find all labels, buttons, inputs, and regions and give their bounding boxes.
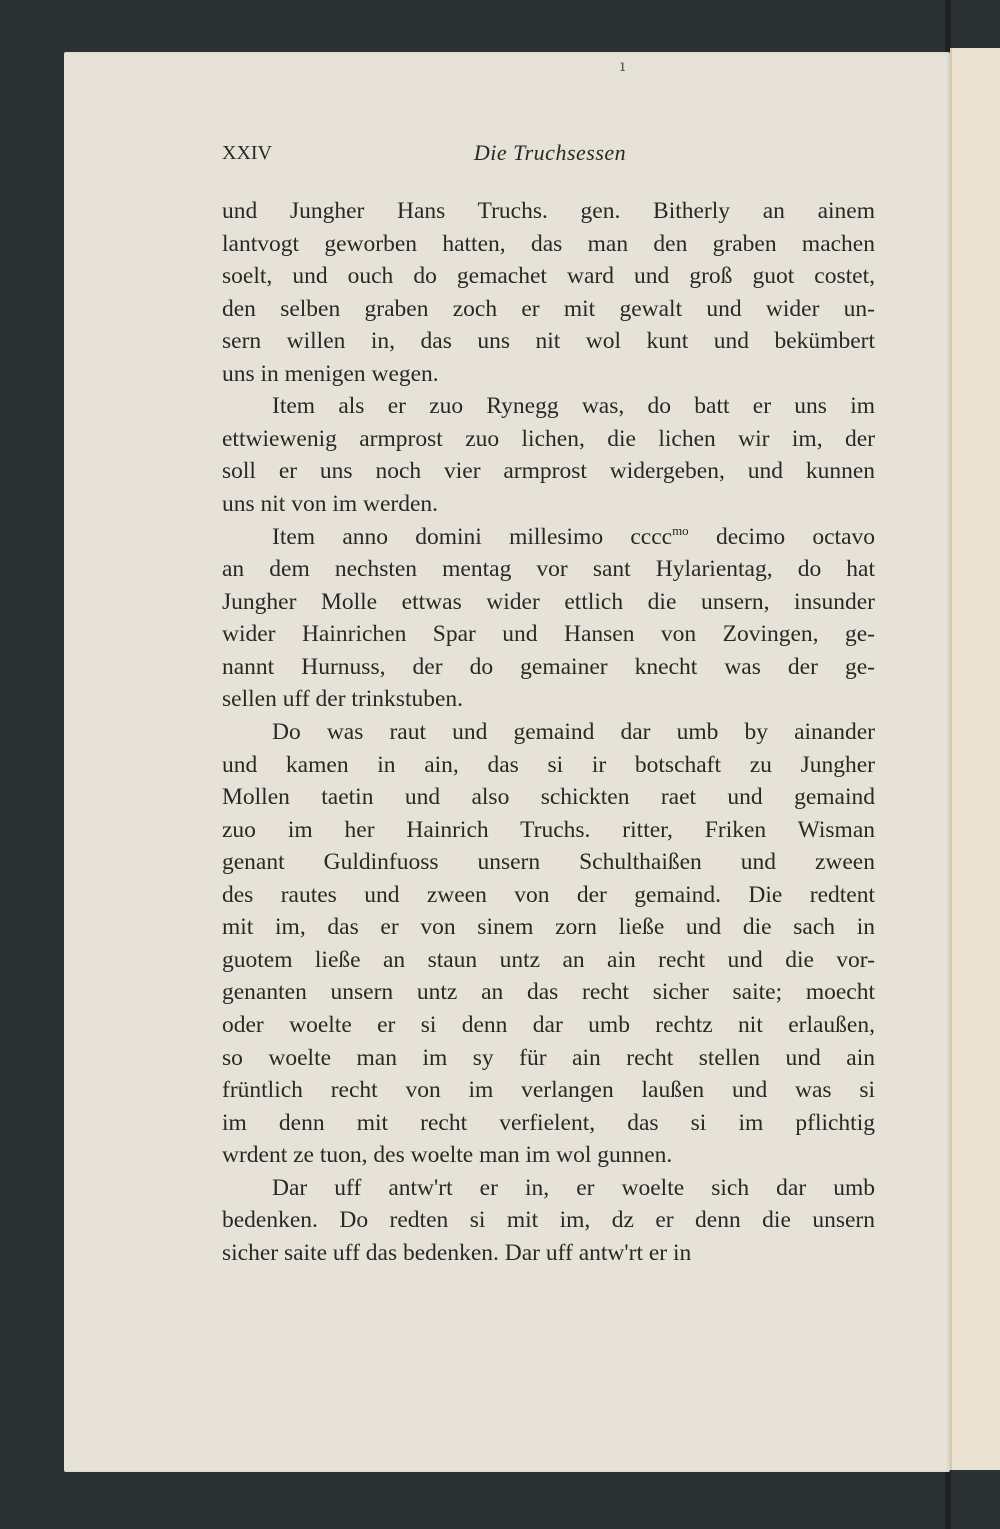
text-line: Do was raut und gemaind dar umb by ainander (272, 718, 875, 745)
text-line (272, 522, 875, 552)
text-line: lantvogt geworben hatten, das man den graben machen (222, 230, 875, 257)
text-line: genant Guldinfuoss unsern Schulthaißen und zween (222, 849, 875, 876)
text-line: mit im, das er von sinem zorn ließe und die sach in (222, 914, 875, 941)
text-line: wrdent ze tuon, des woelte man im wol gunnen. (222, 1142, 673, 1169)
text-line: Item als er zuo Rynegg was, do batt er uns im (272, 393, 875, 420)
text-line: den selben graben zoch er mit gewalt und wider un- (222, 295, 875, 322)
text-line: im denn mit recht verfielent, das si im pflichtig (222, 1109, 875, 1136)
page-number: XXIV (222, 142, 272, 164)
text-line: soll er uns noch vier armprost widergeben, und kunnen (222, 458, 875, 485)
text-line: Dar uff antw'rt er in, er woelte sich dar umb (272, 1174, 875, 1201)
text-line: an dem nechsten mentag vor sant Hylarientag, do hat (222, 556, 875, 583)
text-line: Mollen taetin und also schickten raet und gemaind (222, 784, 875, 811)
text-line: uns in menigen wegen. (222, 360, 439, 387)
text-segment: Item anno domini millesimo cccc (272, 523, 673, 550)
text-line: so woelte man im sy für ain recht stellen und ain (222, 1044, 875, 1071)
text-line: ettwiewenig armprost zuo lichen, die lichen wir im, der (222, 425, 875, 452)
text-line: sicher saite uff das bedenken. Dar uff antw'rt er in (222, 1239, 692, 1266)
text-line: und Jungher Hans Truchs. gen. Bitherly an ainem (222, 198, 875, 224)
text-line: und kamen in ain, das si ir botschaft zu Jungher (222, 751, 875, 778)
text-line: uns nit von im werden. (222, 491, 439, 518)
running-title: Die Truchsessen (473, 140, 627, 165)
adjacent-page-edge (950, 48, 1000, 1470)
text-line: wider Hainrichen Spar und Hansen von Zovingen, ge- (222, 621, 875, 648)
text-line: Jungher Molle ettwas wider ettlich die unsern, insunder (222, 588, 875, 615)
text-line: guotem ließe an staun untz an ain recht und die vor- (222, 946, 875, 973)
text-line: bedenken. Do redten si mit im, dz er denn die unsern (222, 1207, 875, 1234)
text-line: zuo im her Hainrich Truchs. ritter, Friken Wisman (222, 816, 875, 843)
superscript: mo (672, 522, 689, 538)
text-line: sern willen in, das uns nit wol kunt und bekümbert (222, 328, 875, 355)
text-line: nannt Hurnuss, der do gemainer knecht was der ge- (222, 653, 875, 680)
text-line: früntlich recht von im verlangen laußen und was si (222, 1077, 875, 1104)
text-line: sellen uff der trinkstuben. (222, 686, 464, 713)
text-line: genanten unsern untz an das recht sicher saite; moecht (222, 979, 875, 1006)
text-line: soelt, und ouch do gemachet ward und groß guot costet, (222, 263, 875, 290)
page-mark: ı (620, 56, 626, 75)
text-line: des rautes und zween von der gemaind. Die redtent (222, 881, 875, 908)
text-segment: decimo octavo (688, 523, 875, 550)
text-line: oder woelte er si denn dar umb rechtz nit erlaußen, (222, 1012, 875, 1038)
